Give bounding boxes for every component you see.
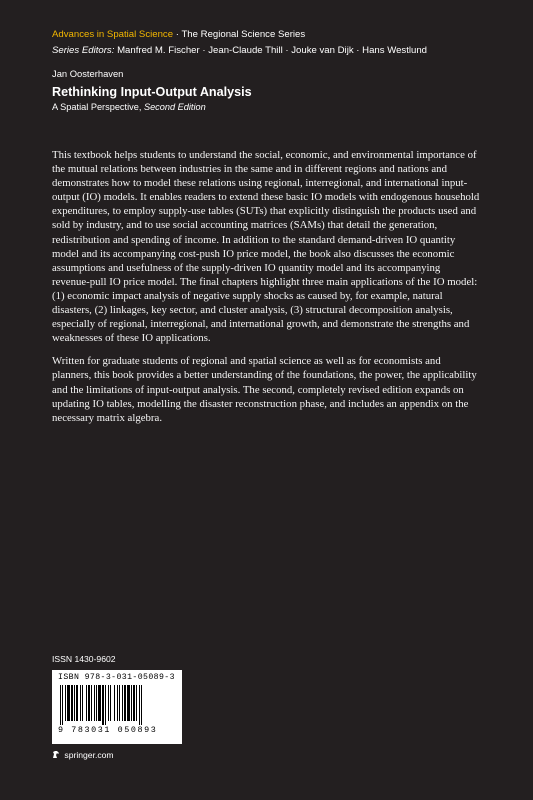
barcode-bar [108, 685, 109, 721]
blurb-paragraph: This textbook helps students to understand the social, economic, and environmental importance of the mutual relations between industries in the same and in different regions and nations and demonstrates how to model these relations using regional, interregional, and international input-output (IO) models. It enables readers to extend these basic IO models with endogenous household expenditures, to employ supply-use tables (SUTs) that explicitly distinguish the products used and sold by industry, and to use social accounting matrices (SAMs) that detail the generation, redistribution and spending of income. In addition to the standard demand-driven IO quantity model and its accompanying cost-push IO price model, the book also discusses the economic assumptions and usefulness of the supply-driven IO quantity model and its accompanying revenue-pull IO price model. The final chapters highlight three main applications of the IO model: (1) economic impact analysis of negative supply shocks as caused by, for example, natural disasters, (2) linkages, key sector, and cluster analysis, (3) structural decomposition analysis, especially of regional, interregional, and international growth, and demonstrate the strengths and weaknesses of these IO applications. [52, 149, 480, 345]
barcode-bar [71, 685, 73, 721]
barcode-bar [102, 685, 104, 725]
publisher-url: springer.com [64, 750, 114, 760]
barcode-bar [62, 685, 63, 725]
barcode-bar [86, 685, 87, 721]
barcode-bar [119, 685, 120, 721]
barcode-bar [131, 685, 132, 721]
springer-horse-icon [52, 750, 60, 759]
barcode-bar [67, 685, 70, 721]
barcode-bar [96, 685, 97, 721]
barcode-icon [58, 685, 176, 725]
barcode-bar [94, 685, 95, 721]
barcode-box [52, 670, 182, 744]
series-line [52, 28, 512, 42]
barcode-bar [65, 685, 66, 721]
barcode-bar [91, 685, 92, 721]
editors-label: Series Editors: [52, 45, 115, 56]
barcode-bar [76, 685, 78, 721]
barcode-bar [127, 685, 130, 721]
publisher [52, 750, 114, 760]
barcode-bar [117, 685, 118, 721]
book-author: Jan Oosterhaven [52, 68, 124, 79]
series-name: Advances in Spatial Science [52, 29, 174, 40]
barcode-bar [105, 685, 106, 725]
barcode-bar [82, 685, 83, 721]
barcode-bar [141, 685, 142, 725]
book-title: Rethinking Input-Output Analysis [52, 85, 252, 99]
barcode-bar [60, 685, 61, 725]
series-subtitle: The Regional Science Series [181, 29, 306, 40]
barcode-bar [88, 685, 90, 721]
cover-header [52, 28, 512, 113]
barcode-bar [136, 685, 137, 721]
book-subtitle-line [52, 101, 512, 113]
blurb-paragraph: Written for graduate students of regional and spatial science as well as for economists and planners, this book provides a better understanding of the foundations, the power, the applicability and the limitations of input-output analysis. The second, completely revised edition expands on updating IO tables, modelling the disaster reconstruction phase, and includes an appendix on the necessary matrix algebra. [52, 355, 477, 424]
barcode-bar [110, 685, 111, 721]
issn: ISSN 1430-9602 [52, 654, 116, 664]
barcode-bar [139, 685, 140, 725]
series-editors [52, 44, 512, 58]
editors-names: Manfred M. Fischer · Jean-Claude Thill · Jouke van Dijk · Hans Westlund [117, 45, 428, 56]
barcode-bar [114, 685, 115, 721]
barcode-bar [122, 685, 123, 721]
book-edition: Second Edition [143, 102, 206, 112]
barcode-bar [133, 685, 135, 721]
barcode-digits: 9 783031 050893 [58, 725, 158, 735]
blurb [52, 148, 480, 434]
barcode-bar [124, 685, 126, 721]
series-separator: · [175, 29, 179, 40]
book-subtitle: A Spatial Perspective, [52, 102, 142, 112]
barcode-bar [80, 685, 81, 721]
barcode-bar [74, 685, 75, 721]
barcode-bar [98, 685, 101, 721]
isbn-label: ISBN 978-3-031-05089-3 [58, 673, 175, 682]
